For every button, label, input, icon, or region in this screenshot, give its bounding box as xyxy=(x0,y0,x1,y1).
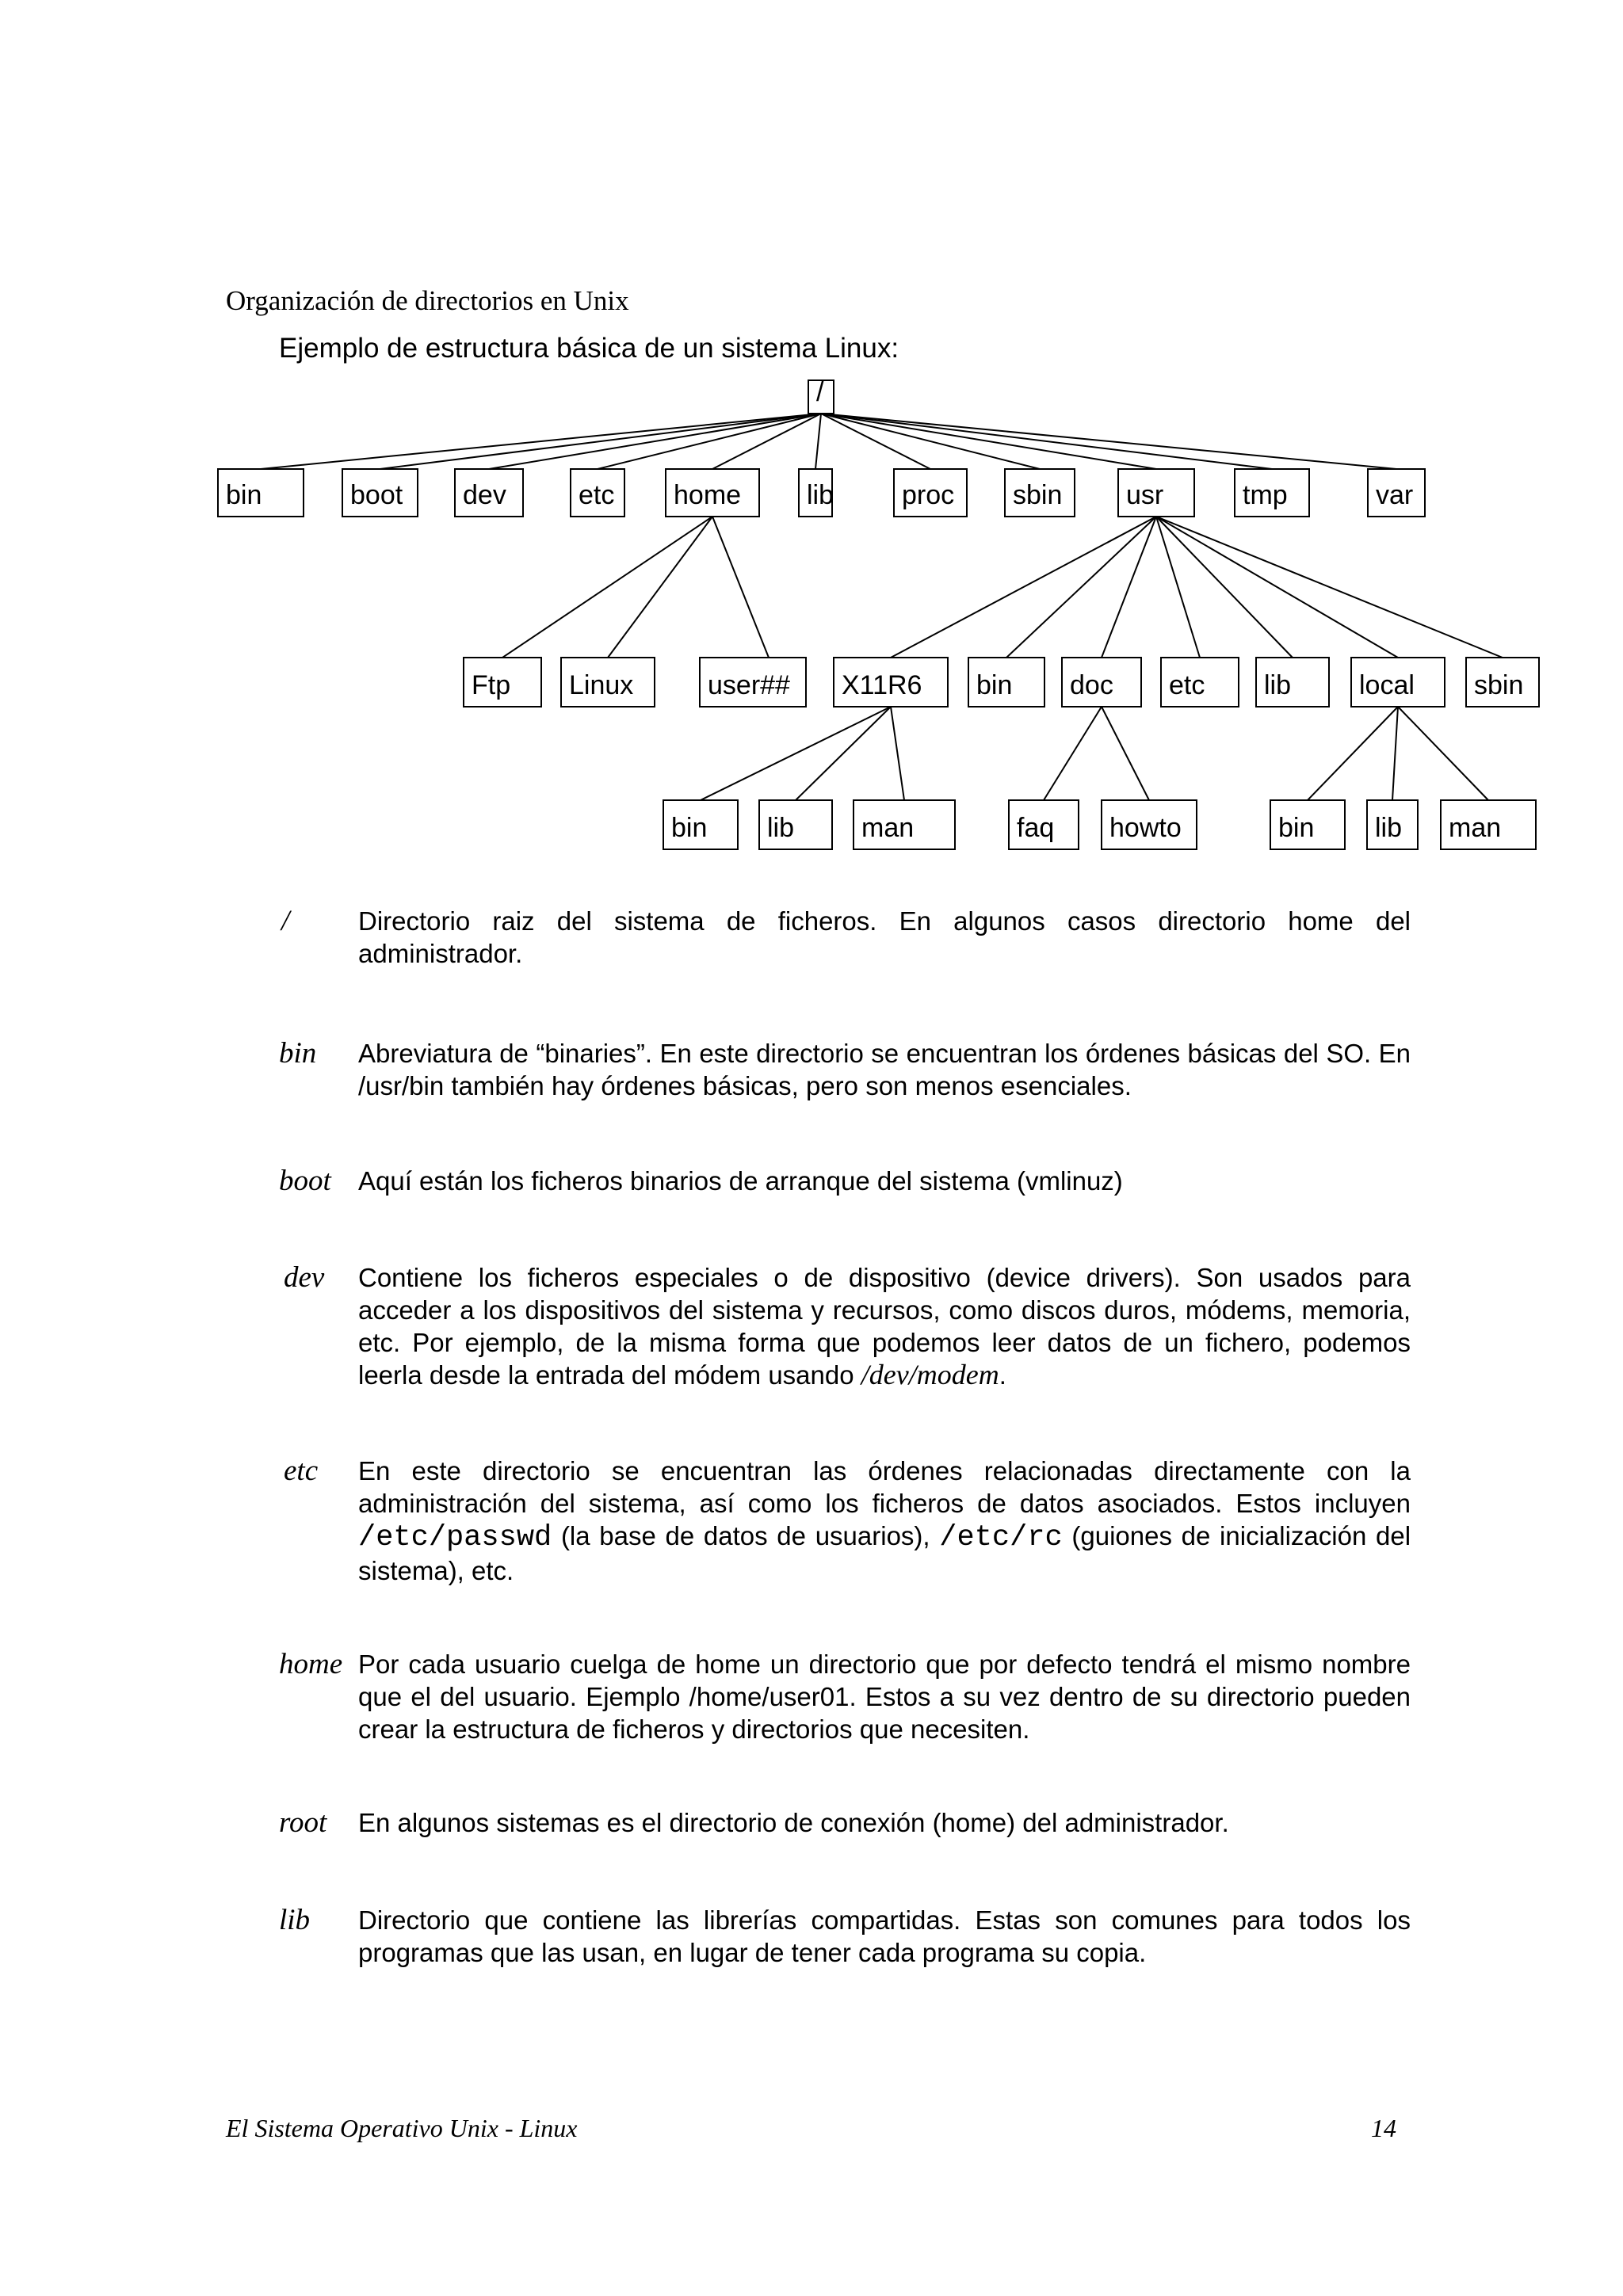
entry-description xyxy=(358,1261,1411,1391)
tree-node-local-edge-2 xyxy=(1398,707,1488,800)
tree-node-bin xyxy=(218,469,304,517)
entry-text-a: En este directorio se encuentran las órdenes relacionadas directamente con la administración del sistema, así como los ficheros de datos asociados. Estos incluyen xyxy=(358,1456,1411,1518)
tree-node-x11r6-edge-2 xyxy=(891,707,904,800)
entry-term: etc xyxy=(284,1455,319,1487)
tree-node-usr-lib xyxy=(1256,658,1329,707)
tree-edge-usr-2 xyxy=(1102,517,1156,658)
tree-node-usr-x11r6-label: X11R6 xyxy=(842,670,922,700)
tree-edge-root-etc xyxy=(598,414,821,469)
tree-node-doc-faq xyxy=(1009,800,1079,849)
tree-node-proc xyxy=(894,469,967,517)
tree-node-local-man xyxy=(1441,800,1536,849)
tree-node-home xyxy=(666,469,759,517)
tree-node-x11r6-man-label: man xyxy=(861,813,915,843)
tree-node-home-ftp xyxy=(464,658,541,707)
tree-node-local-lib-label: lib xyxy=(1375,813,1403,843)
entry-term: bin xyxy=(279,1037,317,1070)
tree-edge-root-sbin xyxy=(821,414,1040,469)
tree-node-usr-bin-label: bin xyxy=(976,670,1013,700)
tree-node-home-usernn-label: user## xyxy=(708,670,790,700)
entry-term: lib xyxy=(279,1904,311,1936)
entry-term: / xyxy=(281,905,290,937)
entry-text-b: (la base de datos de usuarios), xyxy=(560,1521,930,1550)
tree-edge-home-0 xyxy=(502,517,712,658)
tree-node-x11r6-man xyxy=(854,800,955,849)
tree-connector-lines xyxy=(261,414,1503,800)
tree-node-lib-label: lib xyxy=(807,480,834,510)
tree-node-x11r6-edge-0 xyxy=(701,707,891,800)
tree-node-etc-label: etc xyxy=(579,480,615,510)
tree-node-var xyxy=(1368,469,1425,517)
entry-text-end: . xyxy=(999,1360,1006,1390)
tree-node-root-label: / xyxy=(816,377,824,407)
tree-node-var-label: var xyxy=(1376,480,1414,510)
entry-term: root xyxy=(279,1806,327,1839)
tree-node-usr xyxy=(1118,469,1194,517)
tree-node-usr-local xyxy=(1351,658,1445,707)
tree-node-usr-x11r6 xyxy=(834,658,948,707)
tree-node-local-bin xyxy=(1270,800,1345,849)
tree-node-dev-label: dev xyxy=(463,480,506,510)
entry-code-passwd: /etc/passwd xyxy=(358,1521,552,1554)
tree-node-root xyxy=(808,377,834,414)
tree-node-usr-sbin-label: sbin xyxy=(1474,670,1524,700)
tree-nodes xyxy=(218,377,1539,849)
tree-node-usr-label: usr xyxy=(1126,480,1164,510)
intro-text: Ejemplo de estructura básica de un sistema Linux: xyxy=(279,333,899,364)
tree-node-lib xyxy=(799,469,834,517)
tree-node-bin-label: bin xyxy=(226,480,262,510)
section-heading: Organización de directorios en Unix xyxy=(226,285,629,316)
page-number: 14 xyxy=(1371,2114,1396,2142)
entry-description: Abreviatura de “binaries”. En este directorio se encuentran los órdenes básicas del SO. En /usr/bin también hay órdenes básicas, pero son menos esenciales. xyxy=(358,1039,1411,1100)
entry-term: dev xyxy=(284,1261,325,1294)
tree-node-x11r6-edge-1 xyxy=(796,707,891,800)
tree-node-tmp xyxy=(1235,469,1309,517)
tree-node-doc-edge-1 xyxy=(1102,707,1149,800)
tree-edge-home-2 xyxy=(712,517,769,658)
entry-term: home xyxy=(279,1648,343,1680)
entry-description: Aquí están los ficheros binarios de arranque del sistema (vmlinuz) xyxy=(358,1166,1123,1196)
tree-node-local-lib xyxy=(1367,800,1418,849)
directory-tree-diagram xyxy=(0,372,1623,864)
tree-node-x11r6-lib xyxy=(759,800,832,849)
tree-edge-root-lib xyxy=(815,414,821,469)
tree-node-home-linux xyxy=(561,658,655,707)
tree-node-home-label: home xyxy=(674,480,742,510)
tree-node-boot-label: boot xyxy=(350,480,403,510)
tree-node-sbin-label: sbin xyxy=(1013,480,1063,510)
tree-edge-usr-4 xyxy=(1156,517,1293,658)
tree-node-usr-etc xyxy=(1161,658,1239,707)
entry-description: En algunos sistemas es el directorio de conexión (home) del administrador. xyxy=(358,1808,1229,1837)
tree-node-usr-lib-label: lib xyxy=(1264,670,1292,700)
tree-node-doc-howto xyxy=(1102,800,1197,849)
tree-node-usr-local-label: local xyxy=(1359,670,1415,700)
entry-description xyxy=(358,1455,1411,1587)
entry-description: Directorio raiz del sistema de ficheros. En algunos casos directorio home del administrador. xyxy=(358,906,1411,968)
tree-node-doc-faq-label: faq xyxy=(1017,813,1055,843)
tree-node-local-edge-1 xyxy=(1392,707,1398,800)
entry-text-c: (guiones de inicialización del sistema), etc. xyxy=(358,1521,1411,1585)
tree-edge-usr-6 xyxy=(1156,517,1503,658)
tree-node-local-edge-0 xyxy=(1308,707,1398,800)
tree-node-doc-howto-label: howto xyxy=(1109,813,1182,843)
tree-node-dev xyxy=(455,469,523,517)
tree-node-usr-sbin xyxy=(1466,658,1539,707)
tree-node-sbin xyxy=(1005,469,1075,517)
tree-node-usr-etc-label: etc xyxy=(1169,670,1205,700)
tree-node-etc xyxy=(571,469,624,517)
footer-title: El Sistema Operativo Unix - Linux xyxy=(226,2114,578,2142)
entry-code-rc: /etc/rc xyxy=(939,1521,1063,1554)
tree-node-x11r6-lib-label: lib xyxy=(767,813,795,843)
tree-node-boot xyxy=(342,469,418,517)
tree-node-tmp-label: tmp xyxy=(1243,480,1288,510)
tree-node-usr-doc-label: doc xyxy=(1070,670,1113,700)
tree-node-usr-doc xyxy=(1062,658,1141,707)
tree-node-home-ftp-label: Ftp xyxy=(472,670,511,700)
tree-node-local-man-label: man xyxy=(1449,813,1502,843)
tree-edge-usr-1 xyxy=(1006,517,1156,658)
tree-node-home-linux-label: Linux xyxy=(569,670,634,700)
tree-node-proc-label: proc xyxy=(902,480,955,510)
tree-node-local-bin-label: bin xyxy=(1278,813,1315,843)
tree-node-home-usernn xyxy=(700,658,806,707)
tree-edge-usr-0 xyxy=(891,517,1156,658)
tree-node-doc-edge-0 xyxy=(1044,707,1102,800)
tree-node-x11r6-bin-label: bin xyxy=(671,813,708,843)
tree-edge-root-boot xyxy=(380,414,822,469)
entry-description: Por cada usuario cuelga de home un directorio que por defecto tendrá el mismo nombre que el del usuario. Ejemplo /home/user01. Estos a su vez dentro de su directorio pueden crear la estructura de ficheros y directorios que necesiten. xyxy=(358,1650,1411,1744)
tree-node-usr-bin xyxy=(968,658,1044,707)
entry-path: /dev/modem xyxy=(861,1359,999,1390)
tree-edge-home-1 xyxy=(608,517,712,658)
entry-text: Contiene los ficheros especiales o de dispositivo (device drivers). Son usados para acceder a los dispositivos del sistema y recursos, como discos duros, módems, memoria, etc. Por ejemplo, de la misma forma que podemos leer datos de un fichero, podemos leerla desde la entrada del módem usando xyxy=(358,1263,1411,1390)
entry-description: Directorio que contiene las librerías compartidas. Estas son comunes para todos los programas que las usan, en lugar de tener cada programa su copia. xyxy=(358,1905,1411,1967)
tree-node-x11r6-bin xyxy=(663,800,738,849)
entry-term: boot xyxy=(279,1165,331,1197)
tree-edge-root-tmp xyxy=(821,414,1272,469)
